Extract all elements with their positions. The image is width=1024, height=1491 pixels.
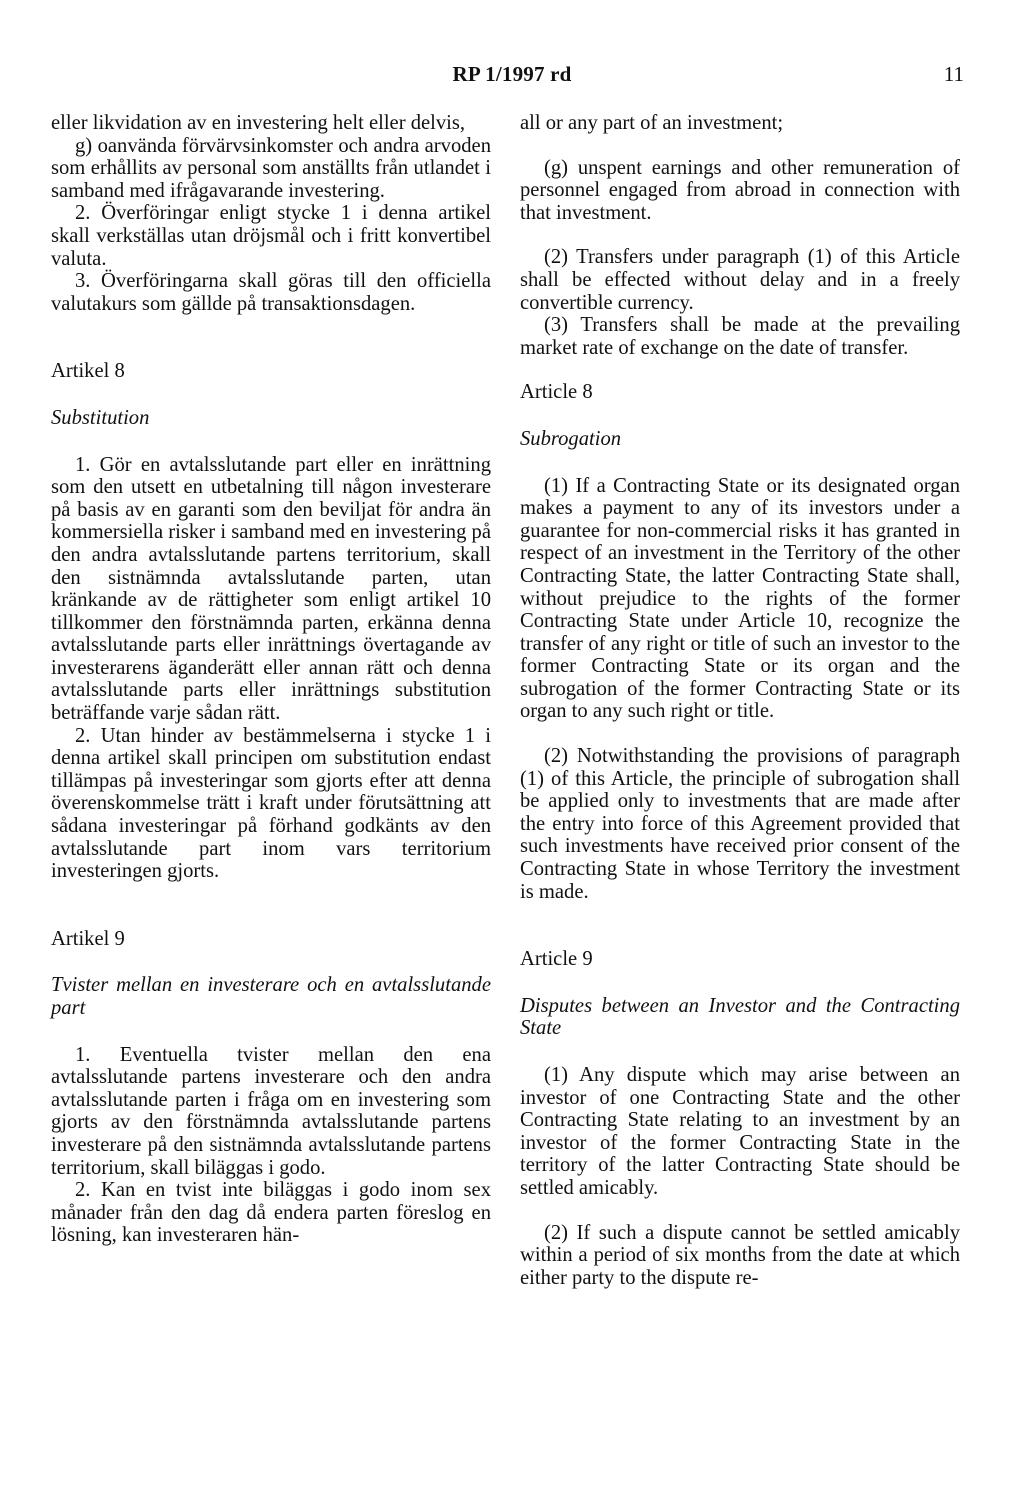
english-column [520, 112, 960, 1289]
article-9-subheading: Tvister mellan en investerare och en avtalsslutande part [51, 974, 491, 1019]
swedish-column [51, 112, 491, 1247]
paragraph: 2. Överföringar enligt stycke 1 i denna artikel skall verkställas utan dröjsmål och i fritt konvertibel valuta. [51, 202, 491, 270]
document-reference: RP 1/1997 rd [452, 62, 572, 86]
article-9-heading: Article 9 [520, 948, 593, 971]
paragraph: (1) If a Contracting State or its designated organ makes a payment to any of its investors under a guarantee for non-commercial risks it has granted in respect of an investment in the Territory of the other Contracting State, the latter Contracting State shall, without prejudice to the rights of the former Contracting State under Article 10, recognize the transfer of any right or title of such an investor to the former Contracting State or its organ and the subrogation of the former Contracting State or its organ to any such right or title. [520, 474, 960, 723]
paragraph: (2) Notwithstanding the provisions of paragraph (1) of this Article, the principle of subrogation shall be applied only to investments that are made after the entry into force of this Agreement provided that such investments have received prior consent of the Contracting State in whose Territory the investment is made. [520, 745, 960, 903]
article-8-subheading: Subrogation [520, 427, 622, 450]
paragraph: 3. Överföringarna skall göras till den officiella valutakurs som gällde på transaktionsdagen. [51, 270, 491, 315]
article-8-heading: Artikel 8 [51, 360, 125, 383]
paragraph: (2) If such a dispute cannot be settled amicably within a period of six months from the date at which either party to the dispute re- [520, 1221, 960, 1289]
paragraph: eller likvidation av en investering helt eller delvis, [51, 112, 466, 134]
paragraph: (1) Any dispute which may arise between an investor of one Contracting State and the other Contracting State relating to an investment by an investor of the former Contracting State in the territory of the latter Contracting State should be settled amicably. [520, 1064, 960, 1199]
paragraph: (3) Transfers shall be made at the prevailing market rate of exchange on the date of transfer. [520, 314, 960, 359]
paragraph: 1. Gör en avtalsslutande part eller en inrättning som den utsett en utbetalning till någon investerare på basis av en garanti som den beviljat för andra än kommersiella risker i samband med en investering på den andra avtalsslutande partens territorium, skall den sistnämnda avtalsslutande parten, utan kränkande av de rättigheter som enligt artikel 10 tillkommer den förstnämnda parten, erkänna denna avtalsslutande parts eller inrättnings övertagande av investerarens äganderätt eller annan rätt och denna avtalsslutande parts eller inrättnings substitution beträffande varje sådan rätt. [51, 453, 491, 725]
paragraph: 1. Eventuella tvister mellan den ena avtalsslutande partens investerare och den andra avtalsslutande parten i fråga om en investering som gjorts av den förstnämnda avtalsslutande partens investerare på den sistnämnda avtalsslutande partens territorium, skall biläggas i godo. [51, 1043, 491, 1179]
paragraph: all or any part of an investment; [520, 112, 784, 134]
paragraph: (g) unspent earnings and other remuneration of personnel engaged from abroad in connection with that investment. [520, 156, 960, 224]
article-9-subheading: Disputes between an Investor and the Contracting State [520, 994, 960, 1040]
paragraph: (2) Transfers under paragraph (1) of this Article shall be effected without delay and in a freely convertible currency. [520, 246, 960, 314]
paragraph: 2. Kan en tvist inte biläggas i godo inom sex månader från den dag då endera parten föreslog en lösning, kan investeraren hän- [51, 1179, 491, 1247]
article-9-heading: Artikel 9 [51, 927, 125, 950]
page-number: 11 [943, 62, 964, 86]
article-8-heading: Article 8 [520, 381, 593, 404]
paragraph: g) oanvända förvärvsinkomster och andra arvoden som erhållits av personal som anställts från utlandet i samband med ifrågavarande investering. [51, 134, 491, 202]
page-header [0, 62, 1024, 92]
article-8-subheading: Substitution [51, 406, 150, 429]
paragraph: 2. Utan hinder av bestämmelserna i stycke 1 i denna artikel skall principen om substitution endast tillämpas på investeringar som gjorts efter att denna överenskommelse trätt i kraft under förutsättning att sådana investeringar på förhand godkänts av den avtalsslutande part inom vars territorium investeringen gjorts. [51, 724, 491, 883]
